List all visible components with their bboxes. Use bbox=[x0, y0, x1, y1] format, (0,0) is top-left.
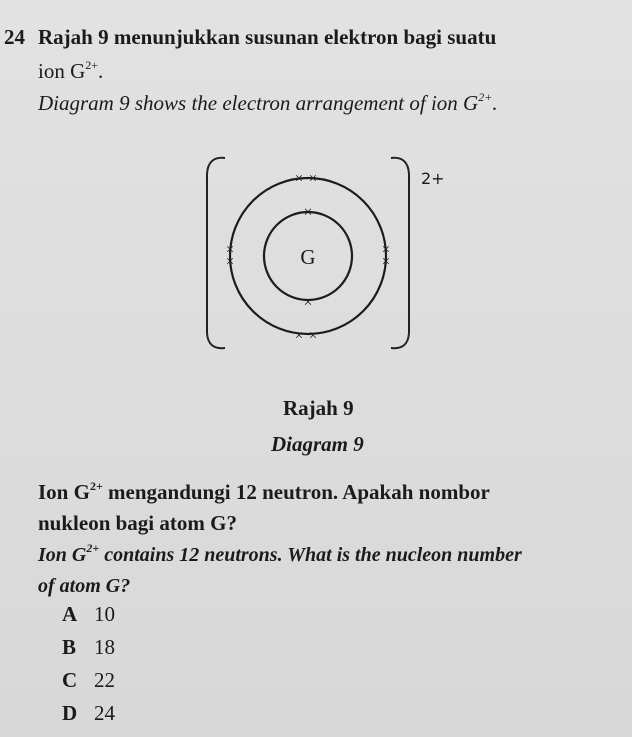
nucleus-label: G bbox=[300, 245, 316, 269]
option-d[interactable] bbox=[62, 700, 115, 726]
option-letter: D bbox=[62, 701, 78, 725]
electron: × bbox=[381, 242, 391, 258]
prompt-malay-line-1: Ion $G^{2+}$ mengandungi 12 neutron. Apakah nombor bbox=[38, 479, 490, 504]
option-letter: B bbox=[62, 635, 77, 659]
diagram-caption-english: Diagram 9 bbox=[271, 432, 364, 456]
question-number: 24 bbox=[4, 25, 25, 49]
prompt-english-line-2: of atom G? bbox=[38, 575, 131, 597]
prompt-malay-line-2: nukleon bagi atom G? bbox=[38, 511, 237, 535]
electron: × bbox=[225, 242, 235, 258]
diagram-caption-malay: Rajah 9 bbox=[283, 396, 354, 420]
option-letter: A bbox=[62, 602, 78, 626]
electron: × bbox=[308, 171, 318, 187]
question-malay-line-1: Rajah 9 menunjukkan susunan elektron bagi suatu bbox=[38, 25, 497, 49]
option-value: 24 bbox=[94, 701, 115, 725]
electron: × bbox=[294, 328, 304, 344]
ion-charge-label: 2+ bbox=[421, 169, 445, 188]
prompt-english-line-1: Ion $G^{2+}$ contains 12 neutrons. What is the nucleon number bbox=[38, 541, 522, 566]
electron: × bbox=[381, 254, 391, 270]
option-c[interactable] bbox=[62, 667, 115, 693]
electron: × bbox=[225, 254, 235, 270]
electron-arrangement-diagram bbox=[195, 150, 455, 365]
option-b[interactable] bbox=[62, 634, 115, 660]
electron: × bbox=[303, 294, 313, 311]
right-bracket bbox=[391, 158, 409, 348]
option-a[interactable] bbox=[62, 601, 115, 627]
option-value: 18 bbox=[94, 635, 115, 659]
option-value: 10 bbox=[94, 602, 115, 626]
electron: × bbox=[303, 204, 313, 221]
option-letter: C bbox=[62, 668, 78, 692]
electron: × bbox=[294, 171, 304, 187]
question-english-line: Diagram 9 shows the electron arrangement of ion $G^{2+}$. bbox=[38, 90, 498, 115]
electron: × bbox=[308, 328, 318, 344]
option-value: 22 bbox=[94, 668, 115, 692]
left-bracket bbox=[207, 158, 225, 348]
question-malay-line-2: ion $G^{2+}$. bbox=[38, 58, 104, 83]
